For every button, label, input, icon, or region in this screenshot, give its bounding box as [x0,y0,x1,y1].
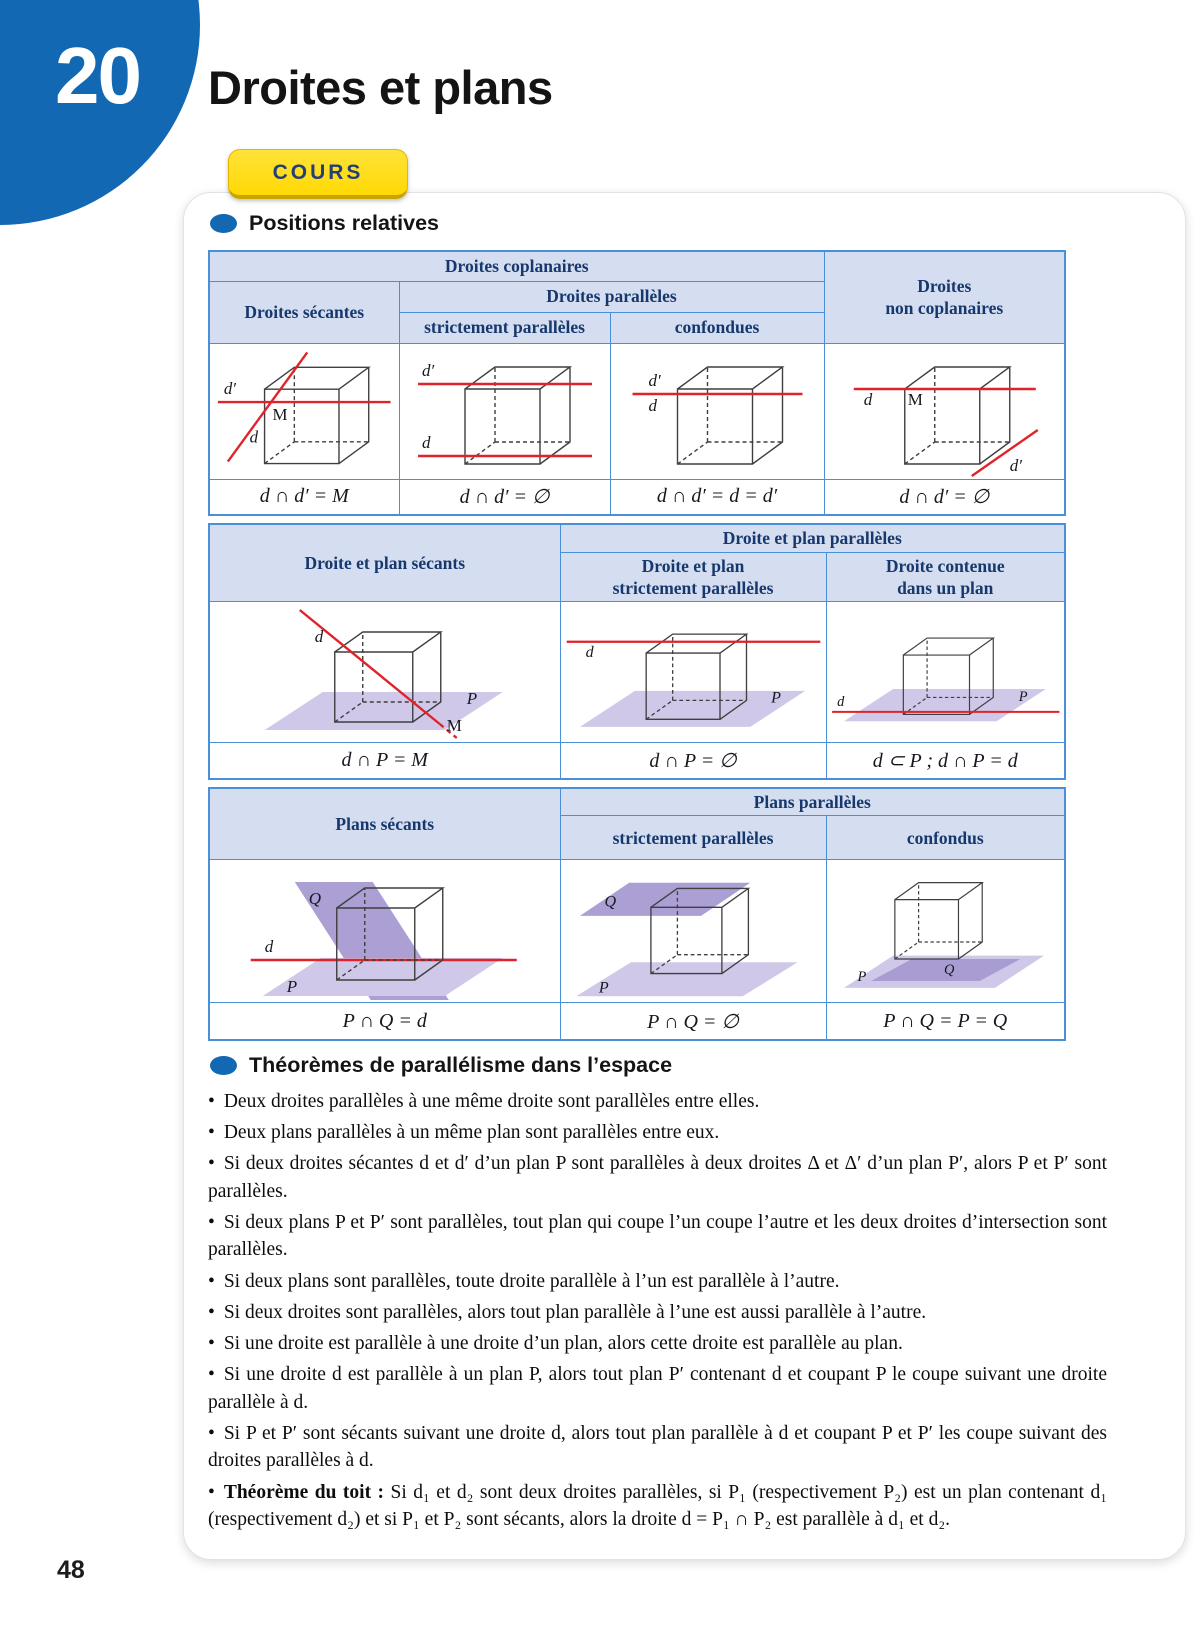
label-P: P [598,979,609,997]
label-d: d [836,694,844,711]
header-droites-secantes: Droites sécantes [209,281,399,343]
theorem-text: Si deux plans P et P′ sont parallèles, tout plan qui coupe l’un coupe l’autre et les deux droites d’intersection sont parallèles. [208,1211,1107,1261]
label-P: P [770,689,781,707]
diagram-plans-secants [210,860,560,1002]
theorem-item [208,1088,1107,1115]
label-Q: Q [943,962,954,979]
label-d: d [421,432,430,452]
line-d [228,352,307,461]
bullet-icon: • [208,1364,215,1386]
label-d: d [863,389,872,409]
label-P: P [466,689,478,709]
plane-P [263,958,503,996]
blue-ellipse-icon [210,214,237,233]
cell-diagram-droite-plan-secants [209,602,560,743]
cube-solid-edges [677,367,782,464]
diagram-droites-confondues [611,344,824,479]
label-d-prime: d′ [648,370,661,390]
theorem-item [208,1361,1107,1416]
cell-diagram-plans-secants [209,860,560,1003]
section-positions-title: Positions relatives [249,211,439,235]
header-droite-contenue: Droite contenue dans un plan [826,552,1065,602]
bullet-icon: • [208,1211,215,1233]
diagram-droites-strictement-paralleles [400,344,610,479]
formula-droite-plan-strictement: d ∩ P = ∅ [560,743,826,779]
label-d: d [264,937,274,957]
bullet-icon: • [208,1090,215,1112]
cell-diagram-confondues [610,343,824,479]
section-positions-heading [210,211,1185,236]
header-plans-strictement: strictement parallèles [560,816,826,860]
section-theorems-heading [210,1053,1185,1078]
label-Q: Q [604,893,616,911]
chapter-number: 20 [55,31,140,120]
cube-solid-edges [894,883,981,959]
section-theorems-title: Théorèmes de parallélisme dans l’espace [249,1052,673,1077]
bullet-icon: • [208,1153,215,1175]
diagram-droite-plan-strictement [561,602,826,742]
cours-badge: COURS [228,149,408,199]
cell-diagram-strictement-paralleles [399,343,610,479]
table-plans [208,787,1066,1041]
cell-diagram-non-coplanaires [824,343,1065,479]
header-droite-plan-strictement: Droite et plan strictement parallèles [560,552,826,602]
table-droite-plan [208,523,1066,780]
theorem-item [208,1299,1107,1326]
diagram-droites-non-coplanaires [825,344,1065,479]
diagram-droite-contenue [827,602,1065,742]
cell-diagram-secantes [209,343,399,479]
formula-plans-secants: P ∩ Q = d [209,1003,560,1040]
formula-droite-contenue: d ⊂ P ; d ∩ P = d [826,743,1065,779]
bullet-icon: • [208,1481,215,1503]
formula-strictement: d ∩ d′ = ∅ [399,479,610,515]
theorem-item [208,1209,1107,1264]
label-M: M [907,389,923,409]
theorem-item [208,1119,1107,1146]
cell-diagram-plans-confondus [826,860,1065,1003]
cube-hidden-edges [465,367,570,464]
theorem-toit-text: Si d₁ et d₂ sont deux droites parallèles, si P₁ (respectivement P₂) est un plan contenant d₁ (respectivement d₂) et si P₁ et P₂ sont sécants, alors la droite d = P₁ ∩ P₂ est parallèle à d₁ et d₂. [208,1481,1107,1530]
theorem-item-toit [208,1479,1107,1534]
theorem-text: Si deux droites sécantes d et d′ d’un plan P sont parallèles à deux droites Δ et Δ′ d’un plan P′, alors P et P′ sont parallèles. [208,1153,1107,1202]
label-d: d [314,627,324,647]
cube-hidden-edges [677,367,782,464]
formula-non-coplanaires: d ∩ d′ = ∅ [824,479,1065,515]
header-confondues: confondues [610,312,824,343]
theorem-text: Si une droite est parallèle à une droite d’un plan, alors cette droite est parallèle au plan. [223,1333,903,1355]
header-droites-coplanaires: Droites coplanaires [209,251,824,281]
diagram-droites-secantes [210,344,399,479]
table-droites [208,250,1066,516]
theorem-text: Si P et P′ sont sécants suivant une droite d, alors tout plan parallèle à d et coupant P et P′ les coupe suivant des droites parallèles à d. [208,1423,1107,1472]
label-d: d [249,427,259,447]
page-title: Droites et plans [208,61,553,114]
cell-diagram-plans-strictement [560,860,826,1003]
theorem-text: Deux plans parallèles à un même plan sont parallèles entre eux. [223,1122,720,1144]
label-Q: Q [308,889,322,909]
label-d-prime: d′ [223,378,237,398]
cube-solid-edges [904,367,1009,464]
label-M: M [272,404,288,424]
blue-ellipse-icon [210,1056,237,1075]
formula-confondues: d ∩ d′ = d = d′ [610,479,824,515]
formula-droite-plan-secants: d ∩ P = M [209,743,560,779]
cube-hidden-edges [904,367,1009,464]
label-d-prime: d′ [1009,455,1022,475]
theorem-item [208,1268,1107,1295]
label-d: d [585,644,594,662]
theorem-toit-label: Théorème du toit : [223,1481,391,1503]
theorem-text: Si une droite d est parallèle à un plan P, alors tout plan P′ contenant d et coupant P le coupe suivant une droite parallèle à d. [208,1364,1107,1413]
header-droites-non-coplanaires: Droites non coplanaires [824,251,1065,343]
theorem-item [208,1420,1107,1475]
bullet-icon: • [208,1270,215,1292]
cell-diagram-droite-plan-strictement [560,602,826,743]
cell-diagram-droite-contenue [826,602,1065,743]
theorems-list [184,1088,1185,1533]
cube-hidden-edges [894,883,981,959]
formula-secantes: d ∩ d′ = M [209,479,399,515]
label-P: P [857,969,866,986]
formula-plans-strictement: P ∩ Q = ∅ [560,1003,826,1040]
header-plans-confondus: confondus [826,816,1065,860]
label-P: P [286,977,298,997]
header-plans-secants: Plans sécants [209,788,560,860]
line-d-prime [971,430,1037,476]
bullet-icon: • [208,1333,215,1355]
theorem-text: Deux droites parallèles à une même droite sont parallèles entre elles. [223,1090,760,1112]
diagram-plans-confondus [827,860,1065,1002]
cube-solid-edges [465,367,570,464]
plane-P [843,689,1045,721]
label-d: d [648,395,657,415]
diagram-droite-plan-secants [210,602,560,742]
plane-P [576,963,797,997]
formula-plans-confondus: P ∩ Q = P = Q [826,1003,1065,1040]
diagram-plans-strictement [561,860,826,1002]
theorem-item [208,1150,1107,1205]
content-card [183,192,1186,1560]
theorem-text: Si deux droites sont parallèles, alors tout plan parallèle à l’une est aussi parallèle à l’autre. [223,1301,927,1323]
header-plans-paralleles: Plans parallèles [560,788,1065,816]
theorem-item [208,1330,1107,1357]
header-strictement-paralleles: strictement parallèles [399,312,610,343]
header-droite-plan-secants: Droite et plan sécants [209,524,560,602]
page-number: 48 [57,1556,85,1584]
bullet-icon: • [208,1423,215,1445]
bullet-icon: • [208,1122,215,1144]
label-M: M [446,716,462,736]
label-P: P [1018,689,1028,706]
header-droite-plan-paralleles: Droite et plan parallèles [560,524,1065,552]
theorem-text: Si deux plans sont parallèles, toute droite parallèle à l’un est parallèle à l’autre. [223,1270,840,1292]
label-d-prime: d′ [421,360,434,380]
header-droites-paralleles: Droites parallèles [399,281,824,312]
bullet-icon: • [208,1301,215,1323]
